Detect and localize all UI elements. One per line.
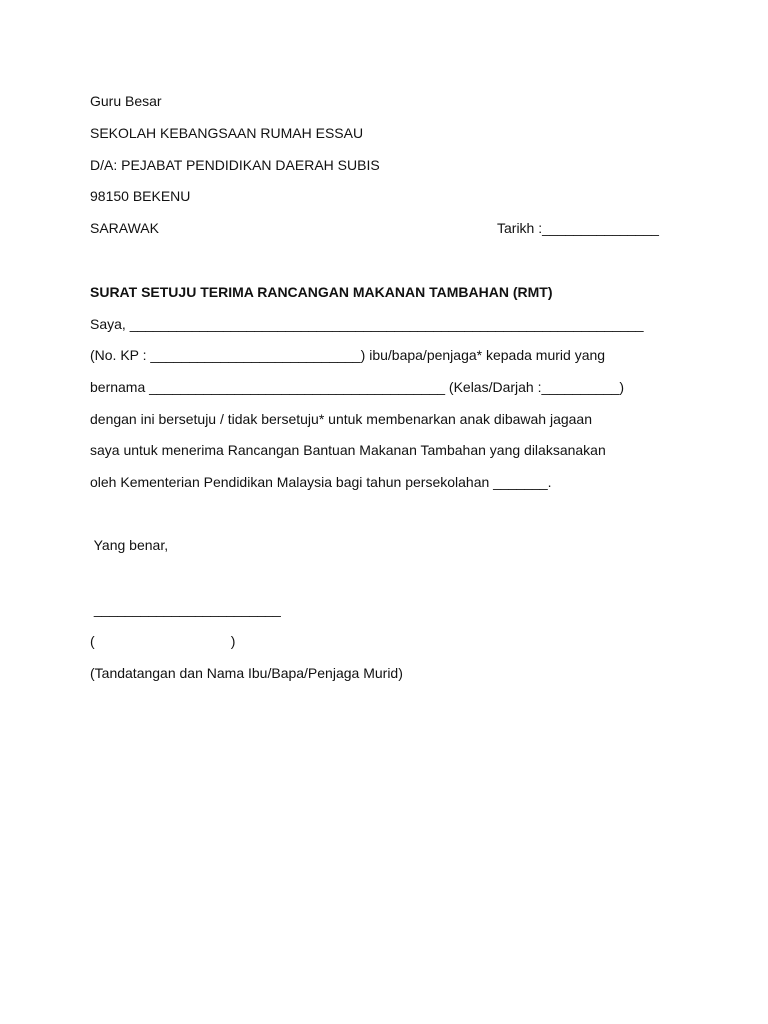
school-name: SEKOLAH KEBANGSAAN RUMAH ESSAU: [90, 125, 364, 141]
body-line-5: saya untuk menerima Rancangan Bantuan Makanan Tambahan yang dilaksanakan: [90, 442, 606, 458]
recipient-title: Guru Besar: [90, 93, 162, 109]
body-line-1: Saya, __________________________________________________________________: [90, 316, 644, 332]
signature-caption: (Tandatangan dan Nama Ibu/Bapa/Penjaga Murid): [90, 665, 403, 681]
letter-title: SURAT SETUJU TERIMA RANCANGAN MAKANAN TAMBAHAN (RMT): [90, 284, 553, 300]
closing-salutation: Yang benar,: [90, 537, 169, 553]
signature-line: ________________________: [90, 601, 281, 617]
body-line-6: oleh Kementerian Pendidikan Malaysia bagi tahun persekolahan _______.: [90, 474, 552, 490]
postcode-city: 98150 BEKENU: [90, 188, 191, 204]
name-brackets: ( ): [90, 633, 236, 649]
address-via: D/A: PEJABAT PENDIDIKAN DAERAH SUBIS: [90, 157, 380, 173]
state-name: SARAWAK: [90, 220, 159, 236]
body-line-3: bernama ______________________________________ (Kelas/Darjah :__________): [90, 379, 625, 395]
body-line-4: dengan ini bersetuju / tidak bersetuju* untuk membenarkan anak dibawah jagaan: [90, 411, 593, 427]
body-line-2: (No. KP : ___________________________) ibu/bapa/penjaga* kepada murid yang: [90, 347, 606, 363]
date-field: Tarikh :_______________: [497, 220, 659, 236]
